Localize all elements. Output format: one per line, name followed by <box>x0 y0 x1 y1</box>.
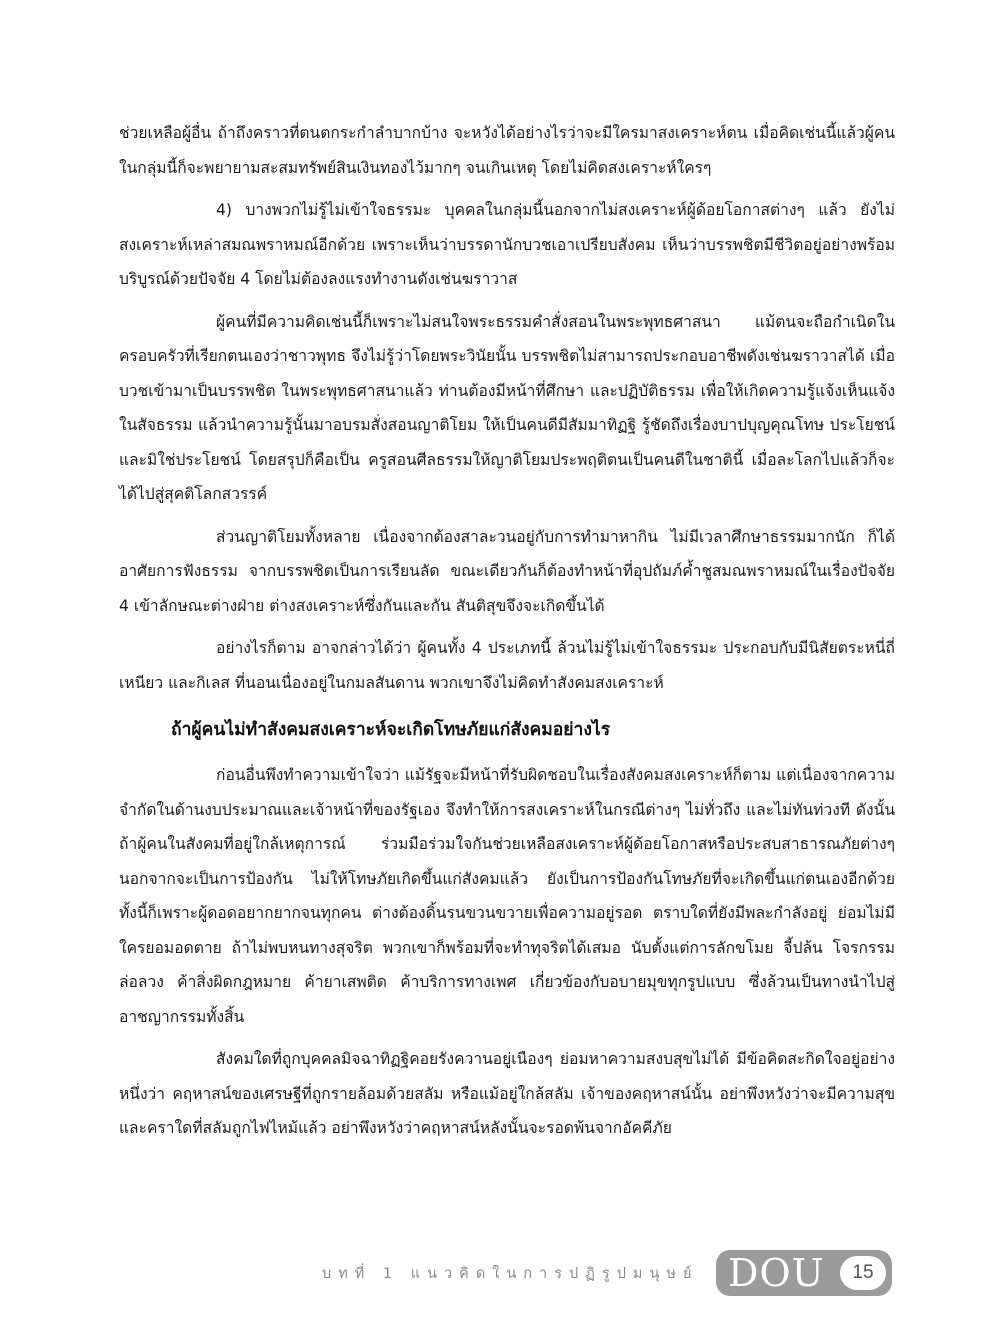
paragraph-dangers: ก่อนอื่นพึงทำความเข้าใจว่า แม้รัฐจะมีหน้าที่รับผิดชอบในเรื่องสังคมสงเคราะห์ก็ตาม แต่เนื่องจากความจำกัดในด้านงบประมาณและเจ้าหน้าที่ของรัฐเอง จึงทำให้การสงเคราะห์ในกรณีต่างๆ ไม่ทั่วถึง และไม่ทันท่วงที ดังนั้นถ้าผู้คนในสังคมที่อยู่ใกล้เหตุการณ์ ร่วมมือร่วมใจกันช่วยเหลือสงเคราะห์ผู้ด้อยโอกาสหรือประสบสาธารณภัยต่างๆ นอกจากจะเป็นการป้องกัน ไม่ให้โทษภัยเกิดขึ้นแก่สังคมแล้ว ยังเป็นการป้องกันโทษภัยที่จะเกิดขึ้นแก่ตนเองอีกด้วย ทั้งนี้ก็เพราะผู้ดอดอยากยากจนทุกคน ต่างต้องดิ้นรนขวนขวายเพื่อความอยู่รอด ตราบใดที่ยังมีพละกำลังอยู่ ย่อมไม่มีใครยอมอดตาย ถ้าไม่พบหนทางสุจริต พวกเขาก็พร้อมที่จะทำทุจริตได้เสมอ นับตั้งแต่การลักขโมย จี้ปล้น โจรกรรม ล่อลวง ค้าสิ่งผิดกฎหมาย ค้ายาเสพติด ค้าบริการทางเพศ เกี่ยวข้องกับอบายมุขทุกรูปแบบ ซึ่งล้วนเป็นทางนำไปสู่อาชญากรรมทั้งสิ้น <box>119 766 895 1026</box>
dou-logo-badge <box>716 1250 892 1296</box>
paragraph-laypeople: ส่วนญาติโยมทั้งหลาย เนื่องจากต้องสาละวนอยู่กับการทำมาหากิน ไม่มีเวลาศึกษาธรรมมากนัก ก็ได้อาศัยการฟังธรรม จากบรรพชิตเป็นการเรียนลัด ขณะเดียวกันก็ต้องทำหน้าที่อุปถัมภ์ค้ำชูสมณพราหมณ์ในเรื่องปัจจัย 4 เข้าลักษณะต่างฝ่าย ต่างสงเคราะห์ซึ่งกันและกัน สันติสุขจึงจะเกิดขึ้นได้ <box>119 527 895 615</box>
page-footer <box>0 1248 1000 1300</box>
page-body <box>119 116 895 1146</box>
paragraph-type-4: 4) บางพวกไม่รู้ไม่เข้าใจธรรมะ บุคคลในกลุ่มนี้นอกจากไม่สงเคราะห์ผู้ด้อยโอกาสต่างๆ แล้ว ยังไม่สงเคราะห์เหล่าสมณพราหมณ์อีกด้วย เพราะเห็นว่าบรรดานักบวชเอาเปรียบสังคม เห็นว่าบรรพชิตมีชีวิตอยู่อย่างพร้อมบริบูรณ์ด้วยปัจจัย 4 โดยไม่ต้องลงแรงทำงานดังเช่นฆราวาส <box>119 201 895 288</box>
paragraph-slum-analogy: สังคมใดที่ถูกบุคคลมิจฉาทิฏฐิคอยรังควานอยู่เนืองๆ ย่อมหาความสงบสุขไม่ได้ มีข้อคิดสะกิดใจอยู่อย่างหนึ่งว่า คฤหาสน์ของเศรษฐีที่ถูกรายล้อมด้วยสลัม หรือแม้อยู่ใกล้สลัม เจ้าของคฤหาสน์นั้น อย่าพึงหวังว่าจะมีความสุข และคราใดที่สลัมถูกไฟไหม้แล้ว อย่าพึงหวังว่าคฤหาสน์หลังนั้นจะรอดพ้นจากอัคคีภัย <box>119 1050 895 1137</box>
paragraph-summary: อย่างไรก็ตาม อาจกล่าวได้ว่า ผู้คนทั้ง 4 ประเภทนี้ ล้วนไม่รู้ไม่เข้าใจธรรมะ ประกอบกับมีนิสัยตระหนี่ถี่เหนียว และกิเลส ที่นอนเนื่องอยู่ในกมลสันดาน พวกเขาจึงไม่คิดทำสังคมสงเคราะห์ <box>119 639 895 692</box>
dou-logo: DOU <box>728 1251 825 1295</box>
chapter-title: บทที่ 1 แนวคิดในการปฏิรูปมนุษย์ <box>322 1266 699 1282</box>
paragraph-continuation: ช่วยเหลือผู้อื่น ถ้าถึงคราวที่ตนตกระกำลำบากบ้าง จะหวังได้อย่างไรว่าจะมีใครมาสงเคราะห์ตน เมื่อคิดเช่นนี้แล้วผู้คนในกลุ่มนี้ก็จะพยายามสะสมทรัพย์สินเงินทองไว้มากๆ จนเกินเหตุ โดยไม่คิดสงเคราะห์ใครๆ <box>119 124 895 177</box>
page-number: 15 <box>840 1256 886 1290</box>
section-heading: ถ้าผู้คนไม่ทำสังคมสงเคราะห์จะเกิดโทษภัยแก่สังคมอย่างไร <box>171 720 611 740</box>
paragraph-monk-duties: ผู้คนที่มีความคิดเช่นนี้ก็เพราะไม่สนใจพระธรรมคำสั่งสอนในพระพุทธศาสนา แม้ตนจะถือกำเนิดในครอบครัวที่เรียกตนเองว่าชาวพุทธ จึงไม่รู้ว่าโดยพระวินัยนั้น บรรพชิตไม่สามารถประกอบอาชีพดังเช่นฆราวาสได้ เมื่อบวชเข้ามาเป็นบรรพชิต ในพระพุทธศาสนาแล้ว ท่านต้องมีหน้าที่ศึกษา และปฏิบัติธรรม เพื่อให้เกิดความรู้แจ้งเห็นแจ้งในสัจธรรม แล้วนำความรู้นั้นมาอบรมสั่งสอนญาติโยม ให้เป็นคนดีมีสัมมาทิฏฐิ รู้ชัดถึงเรื่องบาปบุญคุณโทษ ประโยชน์และมิใช่ประโยชน์ โดยสรุปก็คือเป็น ครูสอนศีลธรรมให้ญาติโยมประพฤติตนเป็นคนดีในชาตินี้ เมื่อละโลกไปแล้วก็จะได้ไปสู่สุคติโลกสวรรค์ <box>119 312 895 503</box>
